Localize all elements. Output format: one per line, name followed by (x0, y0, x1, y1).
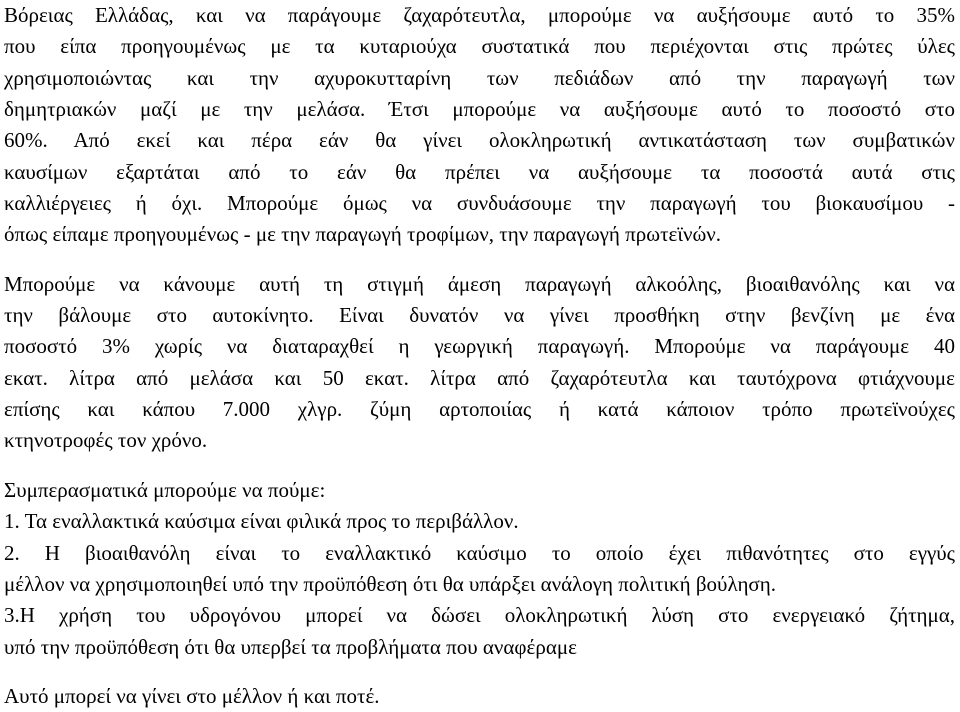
text-line: καλλιέργειες ή όχι. Μπορούμε όμως να συνδυάσουμε την παραγωγή του βιοκαυσίμου - (4, 191, 955, 216)
text-line: Μπορούμε να κάνουμε αυτή τη στιγμή άμεση παραγωγή αλκοόλης, βιοαιθανόλης και να (4, 271, 955, 296)
paragraph-spacer (4, 251, 955, 269)
text-line: 3.Η χρήση του υδρογόνου μπορεί να δώσει ολοκληρωτική λύση στο ενεργειακό ζήτημα, (4, 603, 955, 628)
text-line: χρησιμοποιώντας και την αχυροκυτταρίνη των πεδιάδων από την παραγωγή των (4, 65, 955, 90)
text-line: δημητριακών μαζί με την μελάσα. Έτσι μπορούμε να αυξήσουμε αυτό το ποσοστό στο (4, 97, 955, 122)
paragraph-bioethanol (4, 269, 955, 457)
text-line: καυσίμων εξαρτάται από το εάν θα πρέπει να αυξήσουμε τα ποσοστά αυτά στις (4, 159, 955, 184)
text-line: ποσοστό 3% χωρίς να διαταραχθεί η γεωργική παραγωγή. Μπορούμε να παράγουμε 40 (4, 334, 955, 359)
conclusion-item-2 (4, 538, 955, 601)
text-line: που είπα προηγουμένως με τα κυταριούχα συστατικά που περιέχονται στις πρώτες ύλες (4, 34, 955, 59)
paragraph-spacer (4, 457, 955, 475)
conclusion-intro: Συμπερασματικά μπορούμε να πούμε: (4, 477, 326, 502)
closing-sentence: Αυτό μπορεί να γίνει στο μέλλον ή και ποτέ. (4, 683, 380, 708)
conclusion-section (4, 475, 955, 663)
text-line: 2. Η βιοαιθανόλη είναι το εναλλακτικό καύσιμο το οποίο έχει πιθανότητες στο εγγύς (4, 540, 955, 565)
text-line: επίσης και κάπου 7.000 χλγρ. ζύμη αρτοποιίας ή κατά κάποιον τρόπο πρωτεϊνούχες (4, 397, 955, 422)
text-line: υπό την προϋπόθεση ότι θα υπερβεί τα προβλήματα που αναφέραμε (4, 634, 577, 659)
text-line: κτηνοτροφές τον χρόνο. (4, 428, 208, 453)
text-line: την βάλουμε στο αυτοκίνητο. Είναι δυνατόν να γίνει προσθήκη στην βενζίνη με ένα (4, 303, 955, 328)
conclusion-item-1: 1. Τα εναλλακτικά καύσιμα είναι φιλικά προς το περιβάλλον. (4, 509, 519, 534)
paragraph-biofuel-production (4, 0, 955, 251)
text-line: εκατ. λίτρα από μελάσα και 50 εκατ. λίτρα από ζαχαρότευτλα και ταυτόχρονα φτιάχνουμε (4, 365, 955, 390)
text-line: όπως είπαμε προηγουμένως - με την παραγωγή τροφίμων, την παραγωγή πρωτεϊνών. (4, 222, 722, 247)
text-line: Βόρειας Ελλάδας, και να παράγουμε ζαχαρότευτλα, μπορούμε να αυξήσουμε αυτό το 35% (4, 3, 955, 27)
paragraph-spacer (4, 663, 955, 681)
text-line: 60%. Από εκεί και πέρα εάν θα γίνει ολοκληρωτική αντικατάσταση των συμβατικών (4, 128, 955, 153)
conclusion-item-3 (4, 600, 955, 663)
text-line: μέλλον να χρησιμοποιηθεί υπό την προϋπόθεση ότι θα υπάρξει ανάλογη πολιτική βούληση. (4, 571, 776, 596)
